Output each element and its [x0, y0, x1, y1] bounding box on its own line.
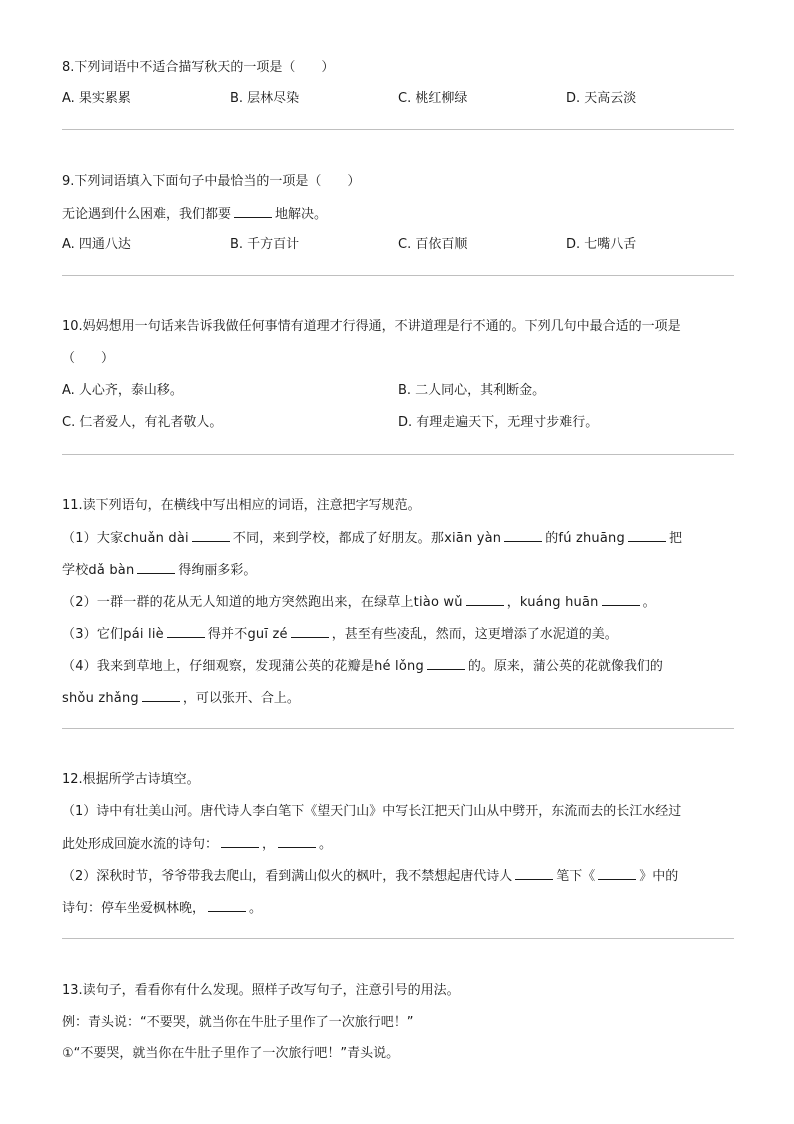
q11-text: ，甚至有些凌乱，然而，这更增添了水泥道的美。 [331, 627, 618, 642]
q12-blank-1[interactable] [221, 835, 259, 848]
q11-text: 把 [668, 531, 682, 546]
q11-line-6 [62, 689, 300, 708]
q11-blank-2[interactable] [504, 529, 542, 542]
q11-blank-4[interactable] [137, 561, 175, 574]
divider [62, 938, 734, 939]
q11-blank-1[interactable] [192, 529, 230, 542]
q11-line-4 [62, 625, 618, 644]
q9-sentence-a: 无论遇到什么困难，我们都要 [62, 207, 232, 222]
q11-text: （1）大家chuǎn dài [62, 531, 189, 546]
q12-line-4 [62, 899, 262, 918]
q10-option-b[interactable]: B. 二人同心，其利断金。 [398, 383, 546, 398]
q11-text: 。 [642, 595, 656, 610]
divider [62, 728, 734, 729]
q12-blank-3[interactable] [515, 867, 553, 880]
q11-text: 得绚丽多彩。 [178, 563, 257, 578]
q12-text: 》中的 [639, 869, 679, 884]
q12-text: 此处形成回旋水流的诗句： [62, 837, 219, 852]
divider [62, 275, 734, 276]
q11-text: ，可以张开、合上。 [182, 691, 300, 706]
q11-text: 得并不guī zé [207, 627, 288, 642]
q11-text: shǒu zhǎng [62, 691, 139, 706]
q8-option-b[interactable]: B. 层林尽染 [230, 91, 300, 106]
q10-option-d[interactable]: D. 有理走遍天下，无理寸步难行。 [398, 415, 599, 430]
q12-line-1: （1）诗中有壮美山河。唐代诗人李白笔下《望天门山》中写长江把天门山从中劈开，东流而去的长江水经过 [62, 804, 682, 819]
q9-option-d[interactable]: D. 七嘴八舌 [566, 237, 637, 252]
q11-line-1 [62, 529, 682, 548]
q11-text: （2）一群一群的花从无人知道的地方突然跑出来，在绿草上tiào wǔ [62, 595, 463, 610]
q12-text: 。 [319, 837, 333, 852]
q11-text: ，kuáng huān [506, 595, 599, 610]
q9-blank[interactable] [234, 205, 272, 218]
q8-option-a[interactable]: A. 果实累累 [62, 91, 131, 106]
q9-option-c[interactable]: C. 百依百顺 [398, 237, 468, 252]
q13-stem: 13.读句子，看看你有什么发现。照样子改写句子，注意引号的用法。 [62, 983, 460, 998]
q9-sentence [62, 205, 327, 224]
divider [62, 129, 734, 130]
q11-text: （4）我来到草地上，仔细观察，发现蒲公英的花瓣是hé lǒng [62, 659, 424, 674]
q11-text: 不同，来到学校，都成了好朋友。那xiān yàn [232, 531, 502, 546]
q11-blank-3[interactable] [628, 529, 666, 542]
divider [62, 454, 734, 455]
q8-option-c[interactable]: C. 桃红柳绿 [398, 91, 468, 106]
q12-text: （2）深秋时节，爷爷带我去爬山，看到满山似火的枫叶，我不禁想起唐代诗人 [62, 869, 513, 884]
q11-text: 学校dǎ bàn [62, 563, 135, 578]
q11-stem: 11.读下列语句，在横线中写出相应的词语，注意把字写规范。 [62, 498, 421, 513]
q9-sentence-b: 地解决。 [275, 207, 328, 222]
q10-option-c[interactable]: C. 仁者爱人，有礼者敬人。 [62, 415, 223, 430]
q12-blank-2[interactable] [278, 835, 316, 848]
q8-option-d[interactable]: D. 天高云淡 [566, 91, 637, 106]
q12-text: 诗句：停车坐爱枫林晚， [62, 901, 206, 916]
q11-text: （3）它们pái liè [62, 627, 164, 642]
q11-text: 的。原来，蒲公英的花就像我们的 [467, 659, 663, 674]
q12-stem: 12.根据所学古诗填空。 [62, 772, 200, 787]
q11-blank-8[interactable] [291, 625, 329, 638]
q13-item-1: ①“不要哭，就当你在牛肚子里作了一次旅行吧！”青头说。 [62, 1046, 400, 1061]
q12-blank-5[interactable] [208, 899, 246, 912]
q12-text: 笔下《 [556, 869, 596, 884]
q11-blank-5[interactable] [466, 593, 504, 606]
q11-line-3 [62, 593, 656, 612]
q9-option-b[interactable]: B. 千方百计 [230, 237, 300, 252]
q8-stem: 8.下列词语中不适合描写秋天的一项是（ ） [62, 60, 335, 75]
q11-line-2 [62, 561, 256, 580]
q12-blank-4[interactable] [598, 867, 636, 880]
q11-blank-6[interactable] [602, 593, 640, 606]
q9-stem: 9.下列词语填入下面句子中最恰当的一项是（ ） [62, 174, 361, 189]
q11-text: 的fú zhuāng [545, 531, 625, 546]
q10-stem: 10.妈妈想用一句话来告诉我做任何事情有道理才行得通，不讲道理是行不通的。下列几句中最合适的一项是 [62, 319, 681, 334]
q10-option-a[interactable]: A. 人心齐，泰山移。 [62, 383, 183, 398]
q10-paren: （ ） [62, 351, 115, 366]
q11-blank-7[interactable] [167, 625, 205, 638]
q11-line-5 [62, 657, 663, 676]
q11-blank-9[interactable] [427, 657, 465, 670]
q13-example: 例：青头说：“不要哭，就当你在牛肚子里作了一次旅行吧！” [62, 1015, 414, 1030]
q11-blank-10[interactable] [142, 689, 180, 702]
q12-line-2 [62, 835, 332, 854]
q12-text: 。 [249, 901, 263, 916]
q12-line-3 [62, 867, 678, 886]
q9-option-a[interactable]: A. 四通八达 [62, 237, 131, 252]
q12-text: ， [262, 837, 276, 852]
